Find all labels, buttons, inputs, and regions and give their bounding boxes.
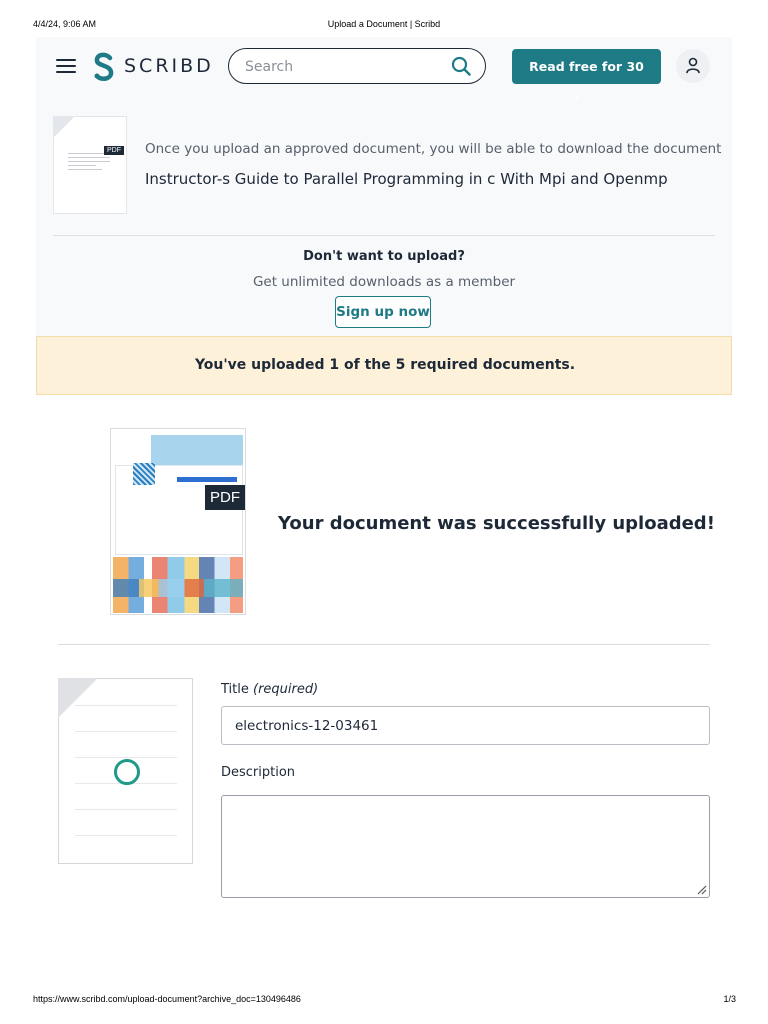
uploaded-document-preview [110,428,246,615]
upload-progress-alert [36,336,732,395]
download-notice [36,99,732,336]
read-free-button[interactable]: Read free for 30 [512,49,661,84]
upload-success-message: Your document was successfully uploaded! [278,513,715,534]
requested-document-title: Instructor-s Guide to Parallel Programming in c With Mpi and Openmp [145,170,668,188]
dont-want-upload-heading: Don't want to upload? [303,249,465,264]
user-icon [685,57,701,74]
print-page-title: Upload a Document | Scribd [327,19,441,29]
pdf-badge-small: PDF [104,146,124,155]
menu-icon[interactable] [56,59,76,74]
resize-handle-icon[interactable] [696,884,707,895]
print-page-number: 1/3 [723,994,736,1004]
loading-spinner-icon [114,759,140,785]
search-box[interactable] [228,48,486,84]
search-icon[interactable] [451,56,471,76]
top-navigation-bar [36,37,732,100]
title-required-text: (required) [253,682,319,697]
print-footer [0,994,768,1006]
description-textarea[interactable] [221,795,710,898]
sign-up-button[interactable]: Sign up now [335,296,431,328]
print-header [0,19,768,31]
user-account-button[interactable] [676,49,710,83]
scribd-logo-icon[interactable] [92,52,116,82]
title-input[interactable] [221,706,710,745]
divider [58,644,710,645]
document-page-placeholder [58,678,193,864]
page-frame [36,37,732,994]
divider [53,235,715,236]
search-input[interactable] [243,57,447,77]
download-info-text: Once you upload an approved document, you will be able to download the document [145,141,722,157]
scribd-logo-text[interactable]: SCRIBD [124,55,214,77]
title-label [221,682,318,697]
title-label-text: Title [221,682,249,697]
pdf-badge: PDF [205,485,245,510]
document-thumbnail [53,116,127,214]
print-url: https://www.scribd.com/upload-document?archive_doc=130496486 [33,994,301,1004]
print-datetime: 4/4/24, 9:06 AM [33,19,97,29]
description-label: Description [221,765,296,780]
upload-progress-text: You've uploaded 1 of the 5 required documents. [194,357,576,373]
unlimited-downloads-text: Get unlimited downloads as a member [252,274,516,290]
